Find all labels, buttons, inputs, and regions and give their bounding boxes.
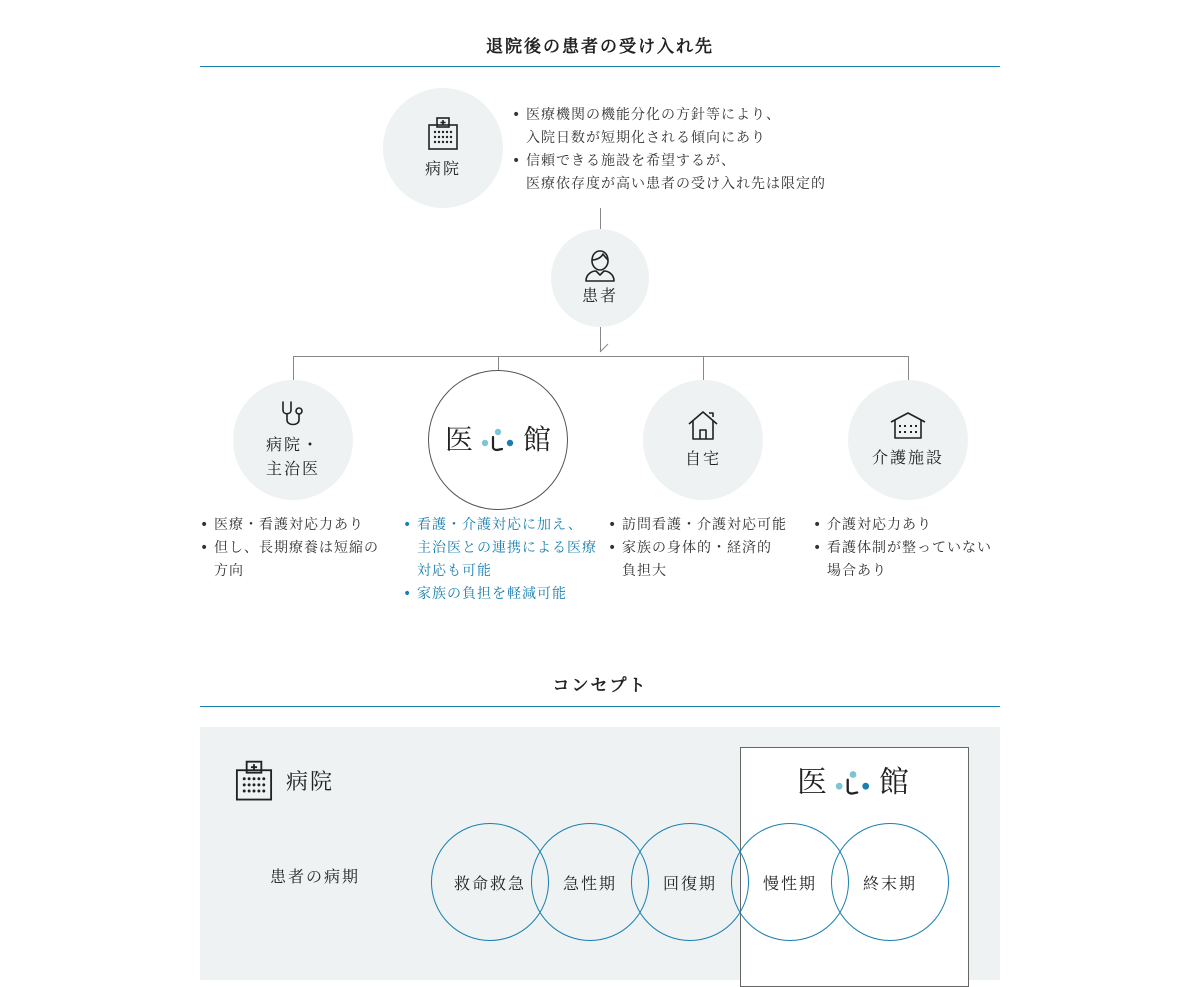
- ishinkan-logo: [445, 425, 551, 455]
- stethoscope-icon: [278, 399, 308, 429]
- destination-care-facility: [848, 380, 968, 500]
- phase-ring-emergency: 救命救急: [431, 823, 549, 941]
- concept-ishinkan-logo: [797, 765, 909, 800]
- phase-ring-recovery: 回復期: [631, 823, 749, 941]
- destination-1-label-line1: 病院・: [265, 435, 320, 454]
- section-title-destinations: 退院後の患者の受け入れ先: [486, 37, 714, 57]
- hospital-icon: [232, 758, 276, 802]
- concept-hospital-header: [232, 758, 334, 802]
- destination-1-note-2: • 但し、長期療養は短縮の 方向: [200, 537, 379, 583]
- hospital-icon: [425, 115, 461, 151]
- concept-logo-char-2: 館: [879, 765, 909, 800]
- branch-line: [293, 356, 909, 357]
- destination-hospital-doctor: [233, 380, 353, 500]
- concept-hospital-label: 病院: [286, 769, 335, 795]
- patient-phase-label: 患者の病期: [270, 867, 361, 886]
- destination-4-note-1: • 介護対応力あり: [813, 514, 992, 537]
- hospital-label: 病院: [424, 159, 461, 178]
- logo-mark-icon: [481, 427, 515, 453]
- hospital-notes: [512, 104, 826, 196]
- hospital-note-1: • 医療機関の機能分化の方針等により、 入院日数が短期化される傾向にあり: [512, 104, 826, 150]
- logo-mark-icon: [835, 769, 871, 797]
- logo-char-1: 医: [444, 423, 473, 456]
- destination-3-label: 自宅: [684, 449, 721, 468]
- destination-3-note-2: • 家族の身体的・経済的 負担大: [608, 537, 787, 583]
- phase-ring-acute: 急性期: [531, 823, 649, 941]
- connector-hospital-patient: [600, 208, 601, 230]
- concept-logo-char-1: 医: [797, 765, 827, 800]
- branch-drop-4: [908, 356, 909, 380]
- patient-icon: [583, 248, 617, 282]
- care-facility-icon: [889, 410, 927, 440]
- destination-1-label-line2: 主治医: [265, 459, 320, 478]
- destination-1-note-1: • 医療・看護対応力あり: [200, 514, 379, 537]
- destination-2-note-1: • 看護・介護対応に加え、 主治医との連携による医療 対応も可能: [403, 514, 597, 583]
- logo-char-2: 館: [523, 423, 552, 456]
- destination-2-note-2: • 家族の負担を軽減可能: [403, 583, 597, 606]
- branch-drop-3: [703, 356, 704, 380]
- destination-4-label: 介護施設: [871, 448, 944, 467]
- destination-3-notes: [608, 514, 787, 583]
- destination-1-notes: [200, 514, 379, 583]
- hospital-note-2: • 信頼できる施設を希望するが、 医療依存度が高い患者の受け入れ先は限定的: [512, 150, 826, 196]
- arrow-tip-icon: [598, 340, 612, 354]
- destination-3-note-1: • 訪問看護・介護対応可能: [608, 514, 787, 537]
- phase-ring-terminal: 終末期: [831, 823, 949, 941]
- section-title-concept: コンセプト: [552, 676, 648, 696]
- destination-home: [643, 380, 763, 500]
- destination-2-notes: [403, 514, 597, 606]
- branch-drop-2: [498, 356, 499, 370]
- title-rule: [200, 66, 1000, 67]
- destination-ishinkan: [428, 370, 568, 510]
- patient-label: 患者: [581, 286, 618, 305]
- branch-drop-1: [293, 356, 294, 380]
- phase-ring-chronic: 慢性期: [731, 823, 849, 941]
- house-icon: [686, 409, 720, 441]
- destination-4-notes: [813, 514, 992, 583]
- patient-node: [551, 229, 649, 327]
- concept-title-rule: [200, 706, 1000, 707]
- destination-4-note-2: • 看護体制が整っていない 場合あり: [813, 537, 992, 583]
- hospital-node: [383, 88, 503, 208]
